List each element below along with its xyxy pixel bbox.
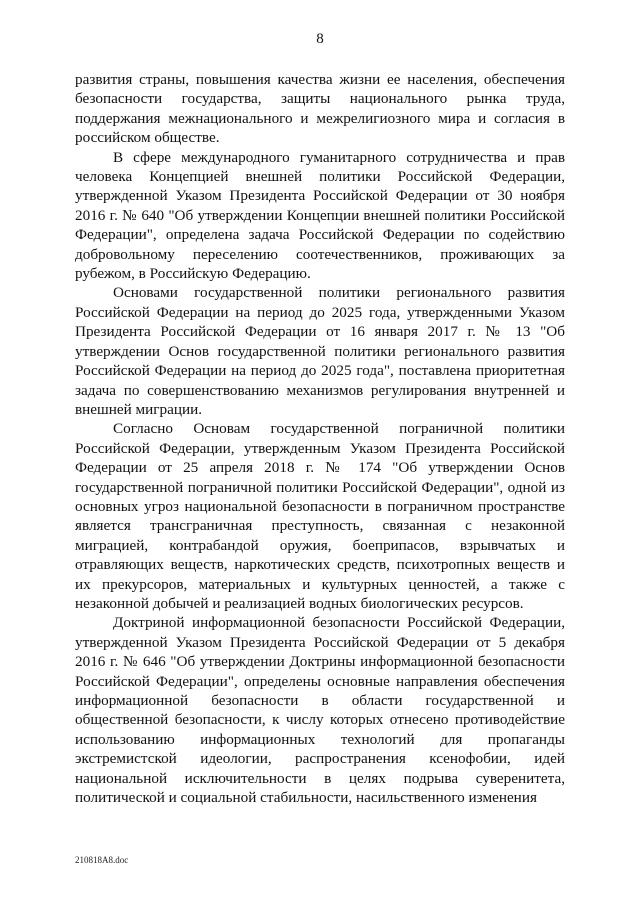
paragraph-regional-development: Основами государственной политики регионального развития Российской Федерации на период до 2025 года, утвержденными Указом Президента Российской Федерации от 16 января 2017 г. № 13 "Об утверждении Основ государственной политики регионального развития Российской Федерации на период до 2025 года", поставлена приоритетная задача по совершенствованию механизмов регулирования внутренней и внешней миграции. [75, 284, 565, 418]
paragraph-border-policy: Согласно Основам государственной пограничной политики Российской Федерации, утвержденным Указом Президента Российской Федерации от 25 апреля 2018 г. № 174 "Об утверждении Основ государственной пограничной политики Российской Федерации", одной из основных угроз национальной безопасности в пограничном пространстве является трансграничная преступность, связанная с незаконной миграцией, контрабандой оружия, боеприпасов, взрывчатых и отравляющих веществ, наркотических средств, психотропных веществ и их прекурсоров, материальных и культурных ценностей, а также с незаконной добычей и реализацией водных биологических ресурсов. [75, 420, 565, 612]
document-body [75, 70, 565, 807]
paragraph-continuation: развития страны, повышения качества жизни ее населения, обеспечения безопасности государства, защиты национального рынка труда, поддержания межнационального и межрелигиозного мира и согласия в российском обществе. [75, 71, 565, 147]
footer-filename: 210818A8.doc [75, 855, 129, 865]
paragraph-humanitarian-cooperation: В сфере международного гуманитарного сотрудничества и прав человека Концепцией внешней политики Российской Федерации, утвержденной Указом Президента Российской Федерации от 30 ноября 2016 г. № 640 "Об утверждении Концепции внешней политики Российской Федерации", определена задача Российской Федерации по содействию добровольному переселению соотечественников, проживающих за рубежом, в Российскую Федерацию. [75, 148, 565, 283]
paragraph-information-security: Доктриной информационной безопасности Российской Федерации, утвержденной Указом Президента Российской Федерации от 5 декабря 2016 г. № 646 "Об утверждении Доктрины информационной безопасности Российской Федерации", определены основные направления обеспечения информационной безопасности в области государственной и общественной безопасности, к числу которых отнесено противодействие использованию информационных технологий для пропаганды экстремистской идеологии, распространения ксенофобии, идей национальной исключительности в целях подрыва суверенитета, политической и социальной стабильности, насильственного изменения [75, 614, 565, 807]
page-number: 8 [316, 31, 324, 47]
